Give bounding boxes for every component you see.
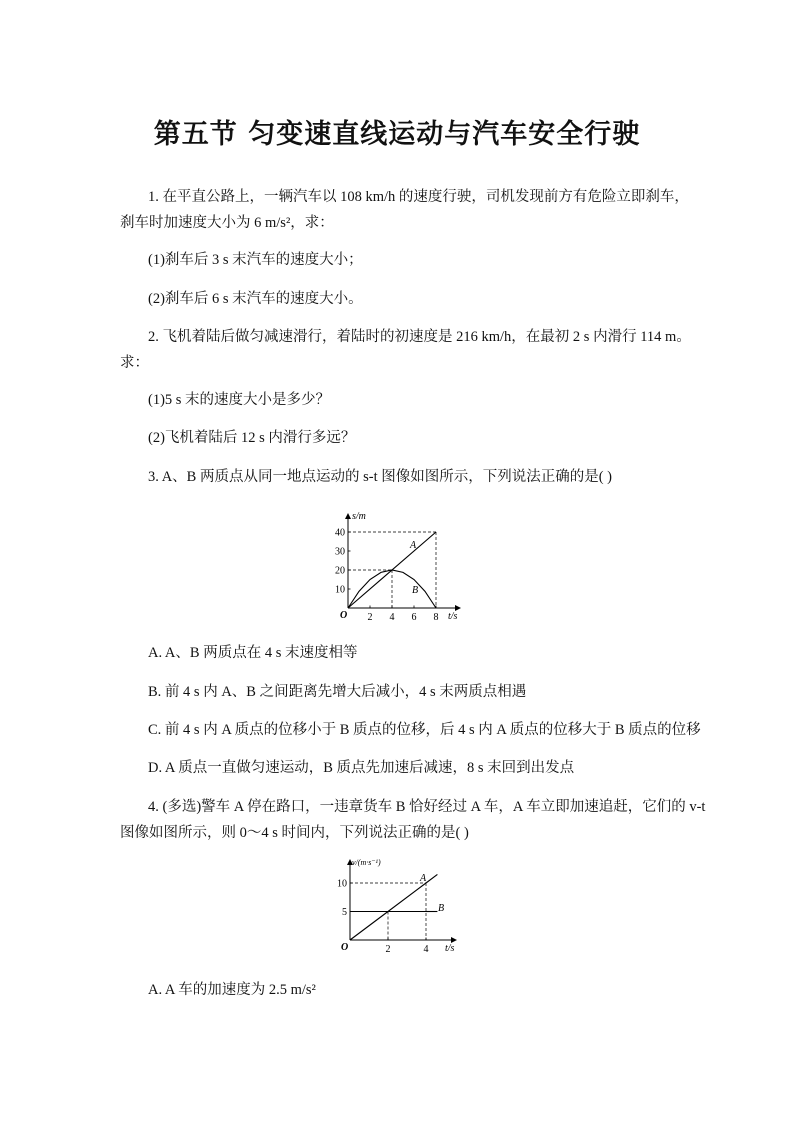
x-tick-label: 2 (367, 612, 373, 623)
x-tick-label: 8 (433, 612, 439, 623)
v-t-graph (334, 855, 464, 960)
q2-sub-1: (1)5 s 末的速度大小是多少？ (148, 392, 331, 408)
q4-line-2: 图像如图所示，则 0～4 s 时间内，下列说法正确的是( ) (120, 825, 469, 841)
x-tick-label: 6 (411, 612, 417, 623)
q3-option-a: A. A、B 两质点在 4 s 末速度相等 (148, 645, 358, 661)
q3-stem: 3. A、B 两质点从同一地点运动的 s-t 图像如图所示，下列说法正确的是( ) (148, 469, 612, 485)
series-label-a: A (420, 873, 427, 884)
x-tick-label: 4 (389, 612, 395, 623)
y-tick-label: 40 (335, 527, 345, 539)
q1-line-1: 1. 在平直公路上，一辆汽车以 108 km/h 的速度行驶，司机发现前方有危险立即刹车， (148, 189, 689, 205)
q4-option-a: A. A 车的加速度为 2.5 m/s² (148, 982, 316, 998)
series-line-a-ext (426, 874, 437, 883)
q1-sub-1: (1)刹车后 3 s 末汽车的速度大小； (148, 252, 363, 268)
origin-label: O (340, 610, 348, 621)
q2-sub-2: (2)飞机着陆后 12 s 内滑行多远？ (148, 430, 356, 446)
y-tick-label: 20 (335, 565, 345, 577)
q3-option-c: C. 前 4 s 内 A 质点的位移小于 B 质点的位移，后 4 s 内 A 质点的位移大于 B 质点的位移 (148, 722, 701, 738)
q3-option-b: B. 前 4 s 内 A、B 之间距离先增大后减小，4 s 末两质点相遇 (148, 684, 527, 700)
s-t-graph (330, 508, 470, 628)
q4-line-1: 4. (多选)警车 A 停在路口，一违章货车 B 恰好经过 A 车，A 车立即加速追赶，它们的 v-t (148, 799, 706, 815)
series-label-b: B (438, 903, 445, 914)
series-label-b: B (412, 585, 419, 596)
x-tick-label: 2 (385, 944, 391, 955)
y-tick-label: 30 (335, 546, 345, 558)
series-label-a: A (410, 540, 417, 551)
y-axis-label: s/m (352, 511, 366, 522)
x-axis-label: t/s (448, 611, 458, 622)
y-tick-label: 5 (342, 907, 347, 918)
q1-sub-2: (2)刹车后 6 s 末汽车的速度大小。 (148, 291, 363, 307)
q2-line-1: 2. 飞机着陆后做匀减速滑行，着陆时的初速度是 216 km/h，在最初 2 s 内滑行 114 m。 (148, 329, 691, 345)
y-tick-label: 10 (337, 878, 347, 890)
q3-option-d: D. A 质点一直做匀速运动，B 质点先加速后减速，8 s 末回到出发点 (148, 760, 575, 776)
page-title: 第五节 匀变速直线运动与汽车安全行驶 (153, 119, 641, 150)
origin-label: O (341, 942, 349, 953)
q2-line-2: 求： (120, 355, 149, 371)
y-axis-label: v/(m·s⁻¹) (352, 858, 381, 867)
y-tick-label: 10 (335, 584, 345, 596)
x-axis-label: t/s (445, 943, 455, 954)
q1-line-2: 刹车时加速度大小为 6 m/s²，求： (120, 215, 334, 231)
x-tick-label: 4 (423, 944, 429, 955)
